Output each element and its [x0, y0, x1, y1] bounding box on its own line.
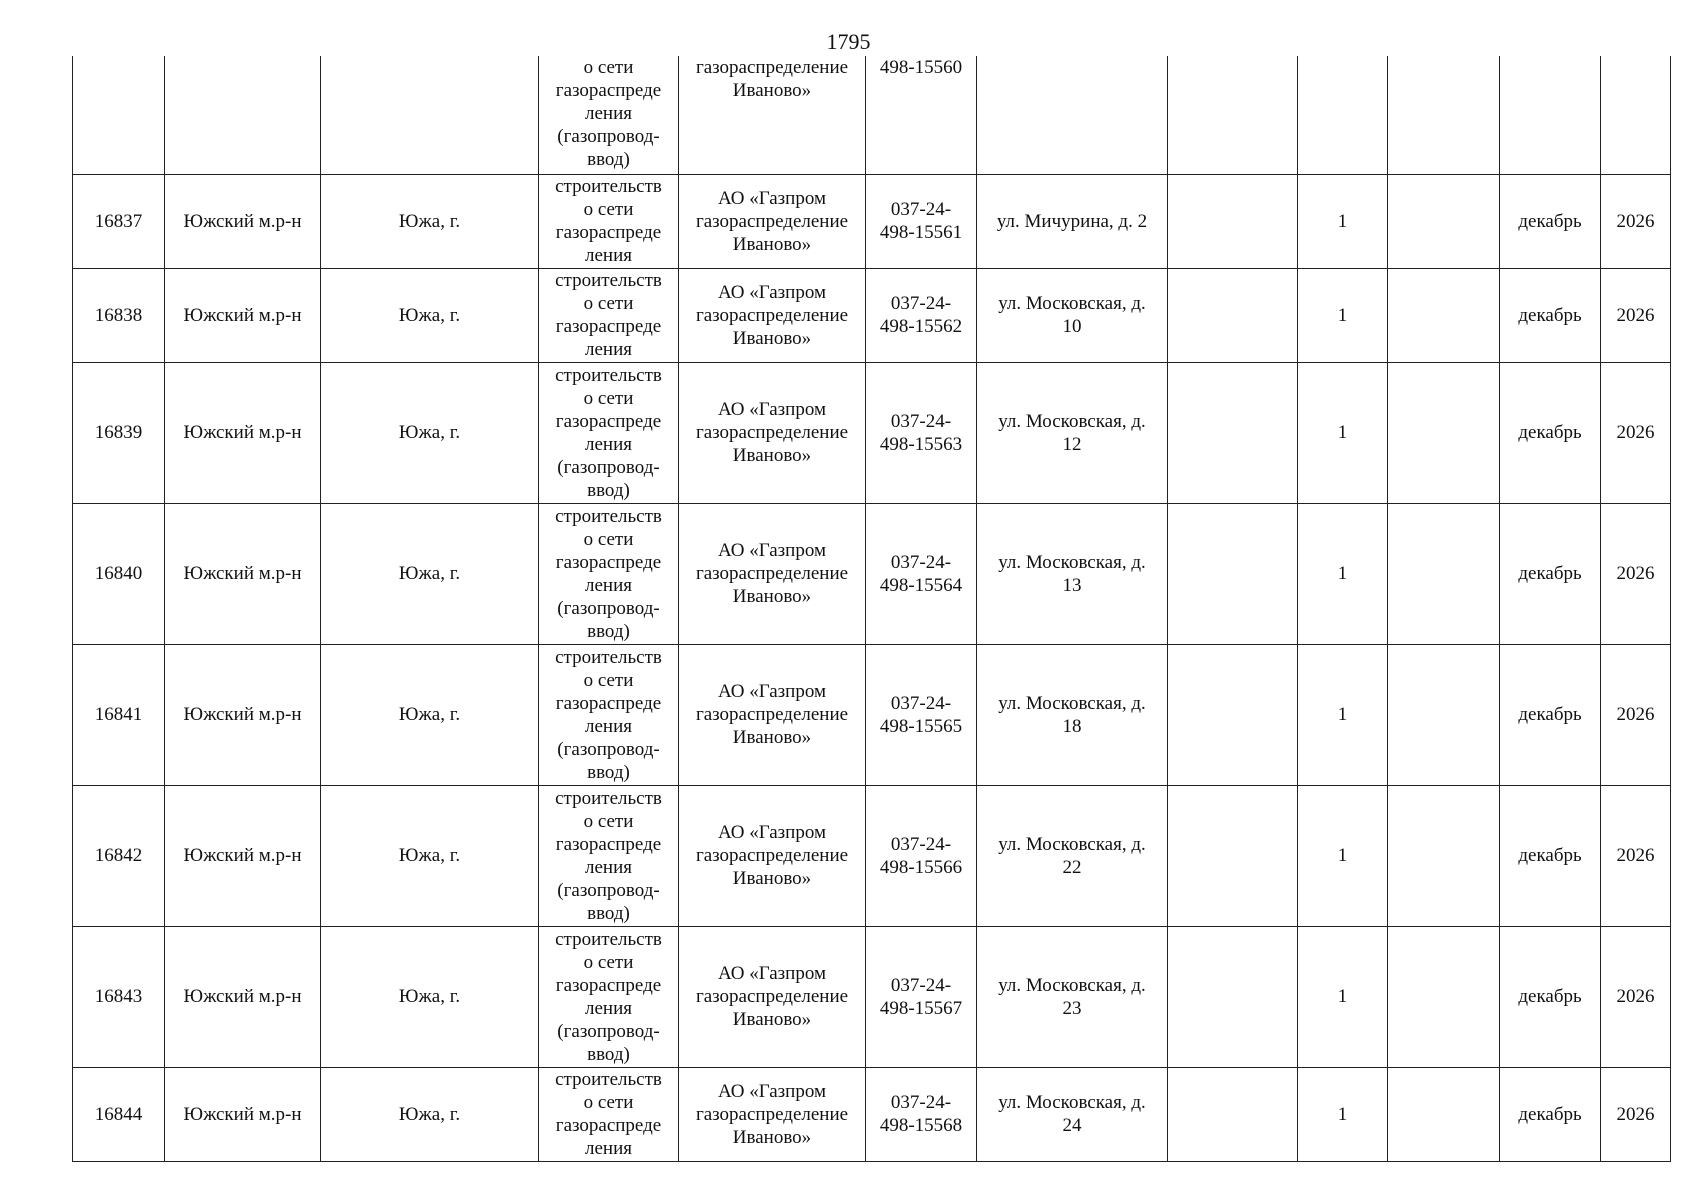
cell-purpose: строительств о сети газораспреде ления — [539, 174, 679, 268]
cell-purpose: строительств о сети газораспреде ления (газопровод- ввод) — [539, 926, 679, 1067]
cell-address: ул. Московская, д. 23 — [977, 926, 1168, 1067]
cell-code: 037-24- 498-15565 — [866, 644, 977, 785]
cell-locality: Южа, г. — [321, 503, 539, 644]
cell-locality: Южа, г. — [321, 1067, 539, 1161]
cell-blank — [1388, 503, 1500, 644]
cell-district: Южский м.р-н — [165, 174, 321, 268]
cell-purpose: строительств о сети газораспреде ления (газопровод- ввод) — [539, 785, 679, 926]
cell-year: 2026 — [1601, 926, 1671, 1067]
cell-num: 16839 — [73, 362, 165, 503]
cell-blank — [1168, 926, 1298, 1067]
table-row — [73, 268, 1671, 362]
table-row-continued — [73, 56, 1671, 174]
cell-blank — [1388, 785, 1500, 926]
cell-blank — [1388, 174, 1500, 268]
cell-num: 16841 — [73, 644, 165, 785]
cell-locality: Южа, г. — [321, 174, 539, 268]
cell-blank — [1388, 1067, 1500, 1161]
cell-organization: АО «Газпром газораспределение Иваново» — [679, 268, 866, 362]
cell-blank — [1168, 1067, 1298, 1161]
cell-blank — [1168, 174, 1298, 268]
cell-blank — [1388, 644, 1500, 785]
cell-count: 1 — [1298, 785, 1388, 926]
cell-code: 037-24- 498-15564 — [866, 503, 977, 644]
cell-purpose: строительств о сети газораспреде ления (газопровод- ввод) — [539, 644, 679, 785]
cell-code: 037-24- 498-15568 — [866, 1067, 977, 1161]
cell-organization: АО «Газпром газораспределение Иваново» — [679, 1067, 866, 1161]
cell-year — [1601, 56, 1671, 174]
cell-code: 037-24- 498-15567 — [866, 926, 977, 1067]
cell-year: 2026 — [1601, 785, 1671, 926]
cell-district: Южский м.р-н — [165, 926, 321, 1067]
cell-address: ул. Московская, д. 24 — [977, 1067, 1168, 1161]
cell-month: декабрь — [1500, 268, 1601, 362]
cell-organization: газораспределение Иваново» — [679, 56, 866, 174]
cell-address: ул. Московская, д. 12 — [977, 362, 1168, 503]
cell-address — [977, 56, 1168, 174]
cell-code: 037-24- 498-15563 — [866, 362, 977, 503]
cell-blank — [1388, 56, 1500, 174]
cell-month: декабрь — [1500, 1067, 1601, 1161]
table-row — [73, 644, 1671, 785]
cell-year: 2026 — [1601, 1067, 1671, 1161]
cell-district: Южский м.р-н — [165, 362, 321, 503]
cell-month: декабрь — [1500, 362, 1601, 503]
cell-month: декабрь — [1500, 926, 1601, 1067]
cell-count: 1 — [1298, 503, 1388, 644]
cell-district: Южский м.р-н — [165, 785, 321, 926]
cell-blank — [1388, 926, 1500, 1067]
cell-year: 2026 — [1601, 268, 1671, 362]
cell-blank — [1168, 268, 1298, 362]
cell-purpose: о сети газораспреде ления (газопровод- ввод) — [539, 56, 679, 174]
gas-network-table — [72, 56, 1671, 1162]
cell-count: 1 — [1298, 644, 1388, 785]
cell-district: Южский м.р-н — [165, 268, 321, 362]
cell-address: ул. Московская, д. 18 — [977, 644, 1168, 785]
cell-address: ул. Московская, д. 13 — [977, 503, 1168, 644]
cell-organization: АО «Газпром газораспределение Иваново» — [679, 644, 866, 785]
cell-count — [1298, 56, 1388, 174]
table-row — [73, 1067, 1671, 1161]
cell-count: 1 — [1298, 268, 1388, 362]
cell-code: 037-24- 498-15566 — [866, 785, 977, 926]
cell-purpose: строительств о сети газораспреде ления (газопровод- ввод) — [539, 362, 679, 503]
cell-locality — [321, 56, 539, 174]
cell-purpose: строительств о сети газораспреде ления — [539, 268, 679, 362]
cell-count: 1 — [1298, 174, 1388, 268]
table-body — [73, 56, 1671, 1161]
cell-locality: Южа, г. — [321, 785, 539, 926]
cell-blank — [1388, 362, 1500, 503]
cell-month: декабрь — [1500, 503, 1601, 644]
cell-year: 2026 — [1601, 503, 1671, 644]
cell-purpose: строительств о сети газораспреде ления (газопровод- ввод) — [539, 503, 679, 644]
page-number: 1795 — [826, 29, 871, 54]
cell-code: 037-24- 498-15561 — [866, 174, 977, 268]
cell-locality: Южа, г. — [321, 644, 539, 785]
table-row — [73, 926, 1671, 1067]
cell-blank — [1168, 785, 1298, 926]
cell-month: декабрь — [1500, 644, 1601, 785]
cell-month — [1500, 56, 1601, 174]
cell-district — [165, 56, 321, 174]
cell-address: ул. Московская, д. 10 — [977, 268, 1168, 362]
cell-blank — [1168, 503, 1298, 644]
cell-organization: АО «Газпром газораспределение Иваново» — [679, 362, 866, 503]
cell-blank — [1388, 268, 1500, 362]
cell-year: 2026 — [1601, 644, 1671, 785]
cell-num: 16844 — [73, 1067, 165, 1161]
cell-blank — [1168, 56, 1298, 174]
cell-year: 2026 — [1601, 174, 1671, 268]
table-row — [73, 503, 1671, 644]
cell-count: 1 — [1298, 362, 1388, 503]
cell-organization: АО «Газпром газораспределение Иваново» — [679, 503, 866, 644]
cell-district: Южский м.р-н — [165, 1067, 321, 1161]
cell-district: Южский м.р-н — [165, 644, 321, 785]
cell-num: 16843 — [73, 926, 165, 1067]
cell-address: ул. Мичурина, д. 2 — [977, 174, 1168, 268]
cell-address: ул. Московская, д. 22 — [977, 785, 1168, 926]
table-row — [73, 785, 1671, 926]
cell-locality: Южа, г. — [321, 362, 539, 503]
cell-month: декабрь — [1500, 785, 1601, 926]
cell-num: 16837 — [73, 174, 165, 268]
cell-blank — [1168, 362, 1298, 503]
cell-count: 1 — [1298, 1067, 1388, 1161]
cell-blank — [1168, 644, 1298, 785]
cell-purpose: строительств о сети газораспреде ления — [539, 1067, 679, 1161]
table-row — [73, 362, 1671, 503]
cell-code: 498-15560 — [866, 56, 977, 174]
cell-organization: АО «Газпром газораспределение Иваново» — [679, 174, 866, 268]
cell-count: 1 — [1298, 926, 1388, 1067]
table-row — [73, 174, 1671, 268]
cell-organization: АО «Газпром газораспределение Иваново» — [679, 926, 866, 1067]
cell-num: 16842 — [73, 785, 165, 926]
cell-num: 16840 — [73, 503, 165, 644]
cell-organization: АО «Газпром газораспределение Иваново» — [679, 785, 866, 926]
cell-num — [73, 56, 165, 174]
cell-num: 16838 — [73, 268, 165, 362]
cell-year: 2026 — [1601, 362, 1671, 503]
cell-district: Южский м.р-н — [165, 503, 321, 644]
cell-code: 037-24- 498-15562 — [866, 268, 977, 362]
cell-locality: Южа, г. — [321, 268, 539, 362]
cell-locality: Южа, г. — [321, 926, 539, 1067]
cell-month: декабрь — [1500, 174, 1601, 268]
